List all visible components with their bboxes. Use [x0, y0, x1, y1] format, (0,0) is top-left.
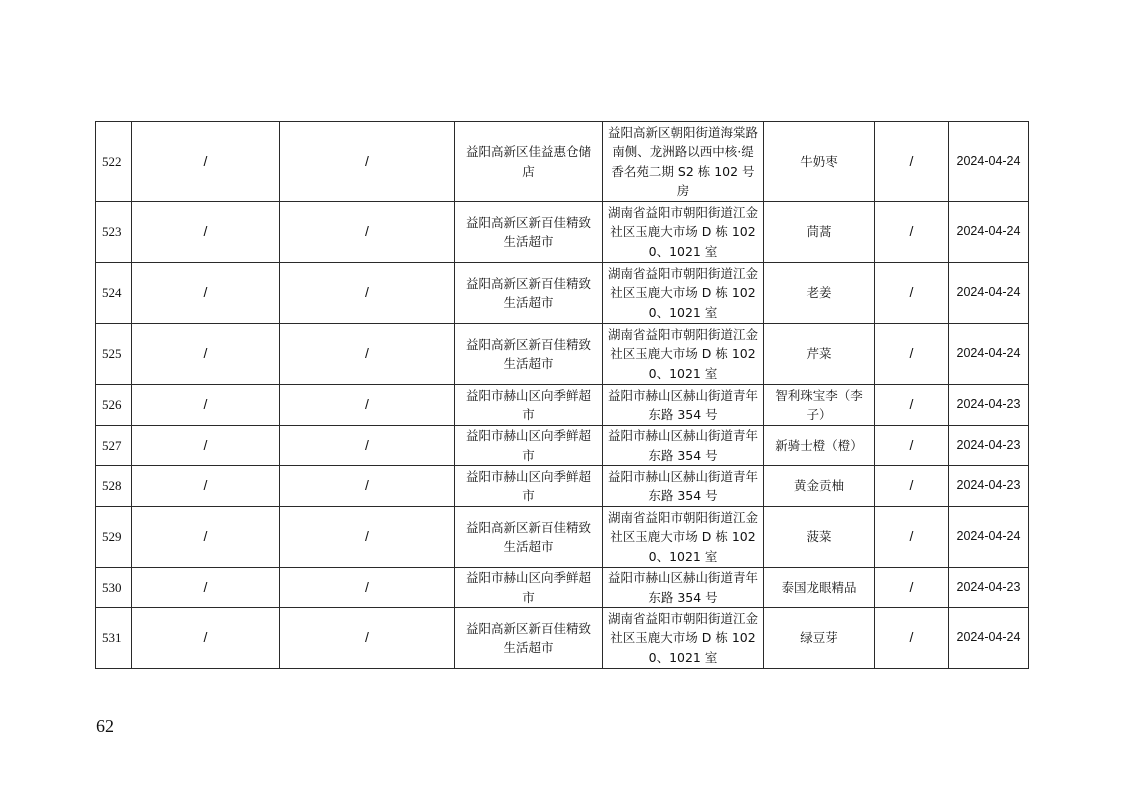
date-cell: 2024-04-24: [949, 507, 1029, 568]
row-number: 522: [96, 122, 132, 202]
row-number: 530: [96, 568, 132, 608]
store-name-cell: 益阳高新区新百佳精致生活超市: [455, 324, 603, 385]
row-number: 527: [96, 426, 132, 466]
table-row: [96, 466, 1029, 507]
date-cell: 2024-04-24: [949, 202, 1029, 263]
date-cell: 2024-04-23: [949, 568, 1029, 608]
empty-cell: /: [132, 466, 280, 507]
empty-cell: /: [132, 426, 280, 466]
empty-cell: /: [280, 466, 455, 507]
empty-cell: /: [875, 568, 949, 608]
date-cell: 2024-04-23: [949, 466, 1029, 507]
table-row: [96, 608, 1029, 669]
table-row: [96, 426, 1029, 466]
row-number: 523: [96, 202, 132, 263]
empty-cell: /: [132, 385, 280, 426]
store-address-cell: 益阳市赫山区赫山街道青年东路 354 号: [603, 466, 764, 507]
product-name-cell: 智利珠宝李（李子）: [764, 385, 875, 426]
empty-cell: /: [132, 568, 280, 608]
date-cell: 2024-04-24: [949, 324, 1029, 385]
empty-cell: /: [132, 122, 280, 202]
page-number: 62: [96, 716, 114, 736]
store-name-cell: 益阳市赫山区向季鲜超市: [455, 466, 603, 507]
row-number: 524: [96, 263, 132, 324]
store-address-cell: 益阳高新区朝阳街道海棠路南侧、龙洲路以西中核·缇香名苑二期 S2 栋 102 号房: [603, 122, 764, 202]
row-number: 528: [96, 466, 132, 507]
store-address-cell: 益阳市赫山区赫山街道青年东路 354 号: [603, 385, 764, 426]
empty-cell: /: [875, 507, 949, 568]
store-name-cell: 益阳高新区佳益惠仓储店: [455, 122, 603, 202]
empty-cell: /: [875, 466, 949, 507]
store-address-cell: 湖南省益阳市朝阳街道江金社区玉鹿大市场 D 栋 1020、1021 室: [603, 324, 764, 385]
table-row: [96, 507, 1029, 568]
table-row: [96, 122, 1029, 202]
row-number: 529: [96, 507, 132, 568]
date-cell: 2024-04-24: [949, 122, 1029, 202]
product-name-cell: 菠菜: [764, 507, 875, 568]
date-cell: 2024-04-24: [949, 608, 1029, 669]
store-name-cell: 益阳市赫山区向季鲜超市: [455, 568, 603, 608]
date-cell: 2024-04-23: [949, 385, 1029, 426]
store-name-cell: 益阳高新区新百佳精致生活超市: [455, 202, 603, 263]
empty-cell: /: [280, 568, 455, 608]
date-cell: 2024-04-23: [949, 426, 1029, 466]
empty-cell: /: [280, 202, 455, 263]
store-address-cell: 湖南省益阳市朝阳街道江金社区玉鹿大市场 D 栋 1020、1021 室: [603, 507, 764, 568]
table-row: [96, 324, 1029, 385]
table-row: [96, 385, 1029, 426]
product-name-cell: 芹菜: [764, 324, 875, 385]
store-address-cell: 湖南省益阳市朝阳街道江金社区玉鹿大市场 D 栋 1020、1021 室: [603, 263, 764, 324]
empty-cell: /: [280, 426, 455, 466]
empty-cell: /: [132, 202, 280, 263]
row-number: 525: [96, 324, 132, 385]
empty-cell: /: [132, 608, 280, 669]
store-address-cell: 湖南省益阳市朝阳街道江金社区玉鹿大市场 D 栋 1020、1021 室: [603, 608, 764, 669]
empty-cell: /: [875, 385, 949, 426]
empty-cell: /: [280, 608, 455, 669]
store-address-cell: 益阳市赫山区赫山街道青年东路 354 号: [603, 568, 764, 608]
product-name-cell: 绿豆芽: [764, 608, 875, 669]
empty-cell: /: [875, 608, 949, 669]
product-name-cell: 泰国龙眼精品: [764, 568, 875, 608]
store-address-cell: 湖南省益阳市朝阳街道江金社区玉鹿大市场 D 栋 1020、1021 室: [603, 202, 764, 263]
empty-cell: /: [280, 507, 455, 568]
table-row: [96, 568, 1029, 608]
inspection-results-table: [95, 121, 1029, 669]
store-name-cell: 益阳市赫山区向季鲜超市: [455, 385, 603, 426]
row-number: 531: [96, 608, 132, 669]
product-name-cell: 牛奶枣: [764, 122, 875, 202]
empty-cell: /: [875, 426, 949, 466]
empty-cell: /: [280, 122, 455, 202]
table-row: [96, 263, 1029, 324]
store-name-cell: 益阳市赫山区向季鲜超市: [455, 426, 603, 466]
store-name-cell: 益阳高新区新百佳精致生活超市: [455, 608, 603, 669]
product-name-cell: 黄金贡柚: [764, 466, 875, 507]
empty-cell: /: [875, 324, 949, 385]
date-cell: 2024-04-24: [949, 263, 1029, 324]
empty-cell: /: [875, 263, 949, 324]
product-name-cell: 新骑士橙（橙）: [764, 426, 875, 466]
empty-cell: /: [280, 324, 455, 385]
product-name-cell: 茼蒿: [764, 202, 875, 263]
empty-cell: /: [132, 507, 280, 568]
empty-cell: /: [280, 263, 455, 324]
store-address-cell: 益阳市赫山区赫山街道青年东路 354 号: [603, 426, 764, 466]
store-name-cell: 益阳高新区新百佳精致生活超市: [455, 507, 603, 568]
table-row: [96, 202, 1029, 263]
empty-cell: /: [280, 385, 455, 426]
empty-cell: /: [132, 324, 280, 385]
empty-cell: /: [132, 263, 280, 324]
store-name-cell: 益阳高新区新百佳精致生活超市: [455, 263, 603, 324]
row-number: 526: [96, 385, 132, 426]
product-name-cell: 老姜: [764, 263, 875, 324]
empty-cell: /: [875, 122, 949, 202]
empty-cell: /: [875, 202, 949, 263]
